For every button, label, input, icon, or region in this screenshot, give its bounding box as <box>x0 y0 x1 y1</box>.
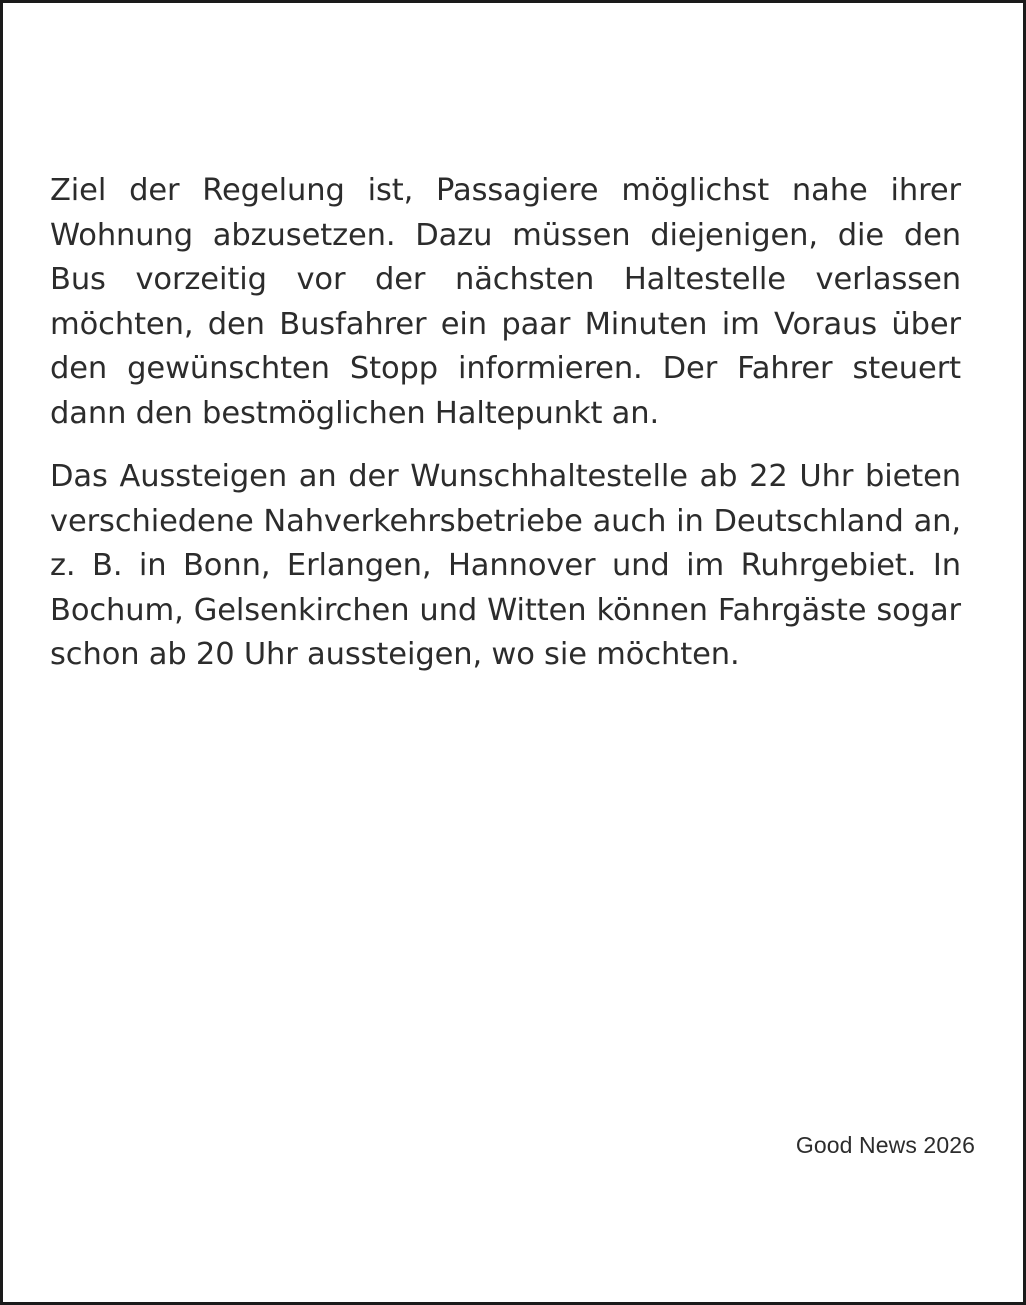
article-body <box>50 169 961 678</box>
page-footer <box>50 1131 975 1159</box>
source-attribution: Good News 2026 <box>795 1132 975 1158</box>
body-paragraph-2: Das Aussteigen an der Wunschhaltestelle ab 22 Uhr bieten verschiedene Nahverkehrsbetriebe auch in Deutschland an, z. B. in Bonn, Erlangen, Hannover und im Ruhrgebiet. In Bochum, Gelsenkirchen und Witten können Fahrgäste sogar schon ab 20 Uhr aussteigen, wo sie möchten. <box>50 459 961 672</box>
body-paragraph-1: Ziel der Regelung ist, Passagiere möglichst nahe ihrer Wohnung abzusetzen. Dazu müssen diejenigen, die den Bus vorzeitig vor der nächsten Haltestelle verlassen möchten, den Busfahrer ein paar Minuten im Voraus über den gewünschten Stopp informieren. Der Fahrer steuert dann den bestmöglichen Haltepunkt an. <box>50 173 961 431</box>
